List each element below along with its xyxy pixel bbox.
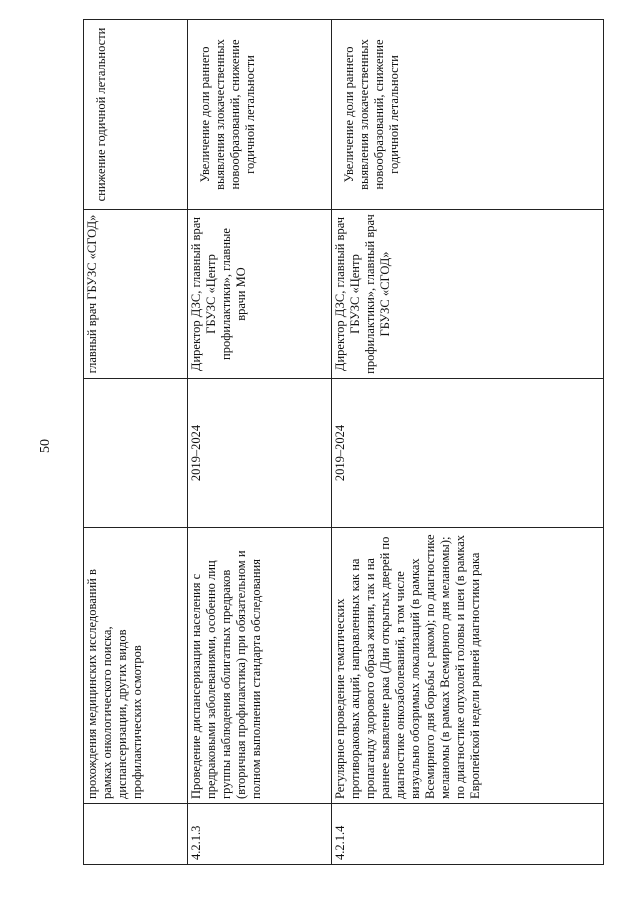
period-cell (84, 379, 188, 528)
item-number-cell: 4.2.1.3 (188, 804, 332, 865)
table-row (332, 20, 604, 865)
table-row (188, 20, 332, 865)
outcome-cell: Увеличение доли раннего выявления злокачественных новообразований, снижение годичной летальности (332, 20, 604, 210)
rotated-page-content (83, 27, 583, 865)
responsible-cell: главный врач ГБУЗС «СГОД» (84, 210, 188, 379)
table-row (84, 20, 188, 865)
activity-cell: Проведение диспансеризации населения с предраковыми заболеваниями, особенно лиц группы наблюдения облигатных предраков (вторичная профилактика) при обязательном и полном выполнении стандарта обследования (188, 528, 332, 804)
responsible-cell: Директор ДЗС, главный врач ГБУЗС «Центр профилактики», главные врачи МО (188, 210, 332, 379)
period-cell: 2019–2024 (188, 379, 332, 528)
page-number: 50 (38, 439, 53, 453)
activity-plan-table (83, 19, 604, 865)
outcome-cell: снижение годичной летальности (84, 20, 188, 210)
responsible-cell: Директор ДЗС, главный врач ГБУЗС «Центр профилактики», главный врач ГБУЗС «СГОД» (332, 210, 604, 379)
outcome-cell: Увеличение доли раннего выявления злокачественных новообразований, снижение годичной летальности (188, 20, 332, 210)
item-number-cell: 4.2.1.4 (332, 804, 604, 865)
item-number-cell (84, 804, 188, 865)
period-cell: 2019–2024 (332, 379, 604, 528)
activity-cell: Регулярное проведение тематических противораковых акций, направленных как на пропаганду здорового образа жизни, так и на раннее выявление рака (Дни открытых дверей по диагностике онкозаболеваний, в том числе визуально обозримых локализаций (в рамках Всемирного дня борьбы с раком); по диагностике меланомы (в рамках Всемирного дня меланомы); по диагностике опухолей головы и шеи (в рамках Европейской недели ранней диагностики рака (332, 528, 604, 804)
activity-cell: прохождения медицинских исследований в рамках онкологического поиска, диспансеризации, других видов профилактических осмотров (84, 528, 188, 804)
